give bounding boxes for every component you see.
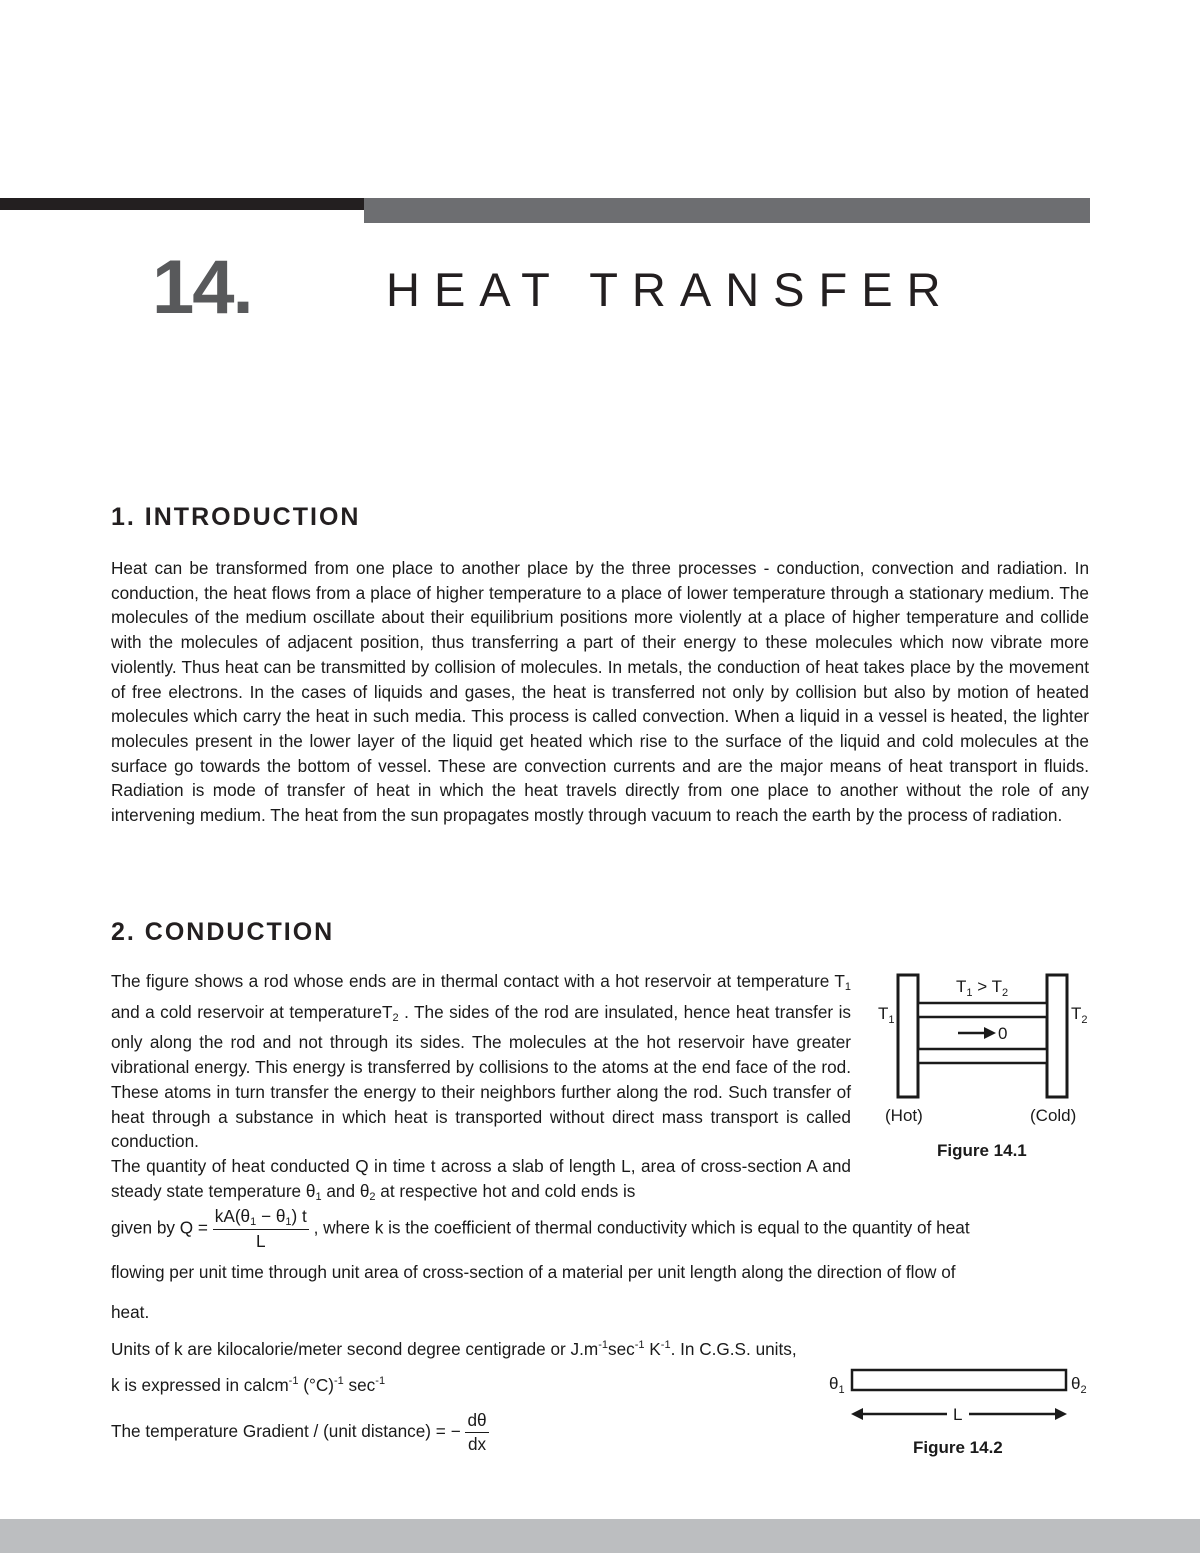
theta2-label: $\theta_2$ [1071, 1374, 1087, 1396]
cold-label: (Cold) [1030, 1106, 1077, 1125]
section-heading-conduction: 2. CONDUCTION [111, 918, 335, 946]
flow-label: 0 [998, 1024, 1008, 1043]
hot-reservoir [898, 975, 918, 1097]
units-line: Units of k are kilocalorie/meter second degree centigrade or $J.m^{-1}\sec^{-1}$ $K^{-1}$. In C.G.S. units, [111, 1339, 797, 1359]
rod-bottom-insulation [918, 1049, 1047, 1063]
gradient-numerator: dθ [465, 1410, 488, 1433]
figure-rod-diagram [870, 965, 1100, 1135]
length-arrow-right-head [1055, 1408, 1067, 1420]
chapter-number: 14. [152, 245, 252, 330]
formula-line: given by Q = $\frac{kA(\theta_1 - \theta_1) t}{L}$ , where k is the coefficient of thermal conductivity which is equal to the quantity of heat [111, 1206, 970, 1251]
t2-label: $T_2$ [1071, 1004, 1088, 1026]
conduction-paragraph-1: The figure shows a rod whose ends are in thermal contact with a hot reservoir at temperature $T_1$ and a cold reservoir at temperatureT$_2$ . The sides of the rod are insulated, hence heat transfer is only along the rod and not through its sides. The molecules at the hot reservoir have greater vibrational energy. This energy is transferred by collisions to the atoms at the end face of the rod. These atoms in turn transfer the energy to their neighbors further along the rod. Such transfer of heat through a substance in which heat is transported without direct mass transport is called conduction. [111, 971, 851, 1152]
heat-formula-denominator: L [256, 1231, 266, 1251]
heat-flow-arrow-head [984, 1027, 996, 1039]
gradient-denominator: dx [467, 1434, 487, 1454]
conduction-line-3: heat. [111, 1302, 150, 1322]
gradient-line: The temperature Gradient / (unit distance) = − $\frac{d\theta}{dx}$ [111, 1410, 487, 1454]
conduction-line-2: flowing per unit time through unit area of cross-section of a material per unit length along the direction of flow of [111, 1262, 956, 1282]
temperature-relation-label: $T_1 > T_2$ [956, 977, 1009, 999]
t1-label: $T_1$ [878, 1004, 895, 1026]
length-arrow-left-head [851, 1408, 863, 1420]
figure-slab-diagram [825, 1364, 1095, 1426]
figure-1-caption: Figure 14.1 [937, 1141, 1027, 1160]
length-label: L [953, 1405, 963, 1424]
heat-formula-fraction [213, 1206, 309, 1252]
rod-top-insulation [918, 1003, 1047, 1017]
cold-reservoir [1047, 975, 1067, 1097]
header-bar-dark [0, 198, 364, 210]
section-heading-introduction: 1. INTRODUCTION [111, 503, 361, 531]
introduction-paragraph: Heat can be transformed from one place to another place by the three processes - conduction, convection and radiation. In conduction, the heat flows from a place of higher temperature to a place of lower temperature through a stationary medium. The molecules of the medium oscillate about their equilibrium positions more violently at a place of higher temperature and collide with the molecules of adjacent position, thus transferring a part of their energy to these molecules which now vibrate more violently. Thus heat can be transmitted by collision of molecules. In metals, the conduction of heat takes place by the movement of free electrons. In the cases of liquids and gases, the heat is transferred not only by collision but also by motion of heated molecules which carry the heat in such media. This process is called convection. When a liquid in a vessel is heated, the lighter molecules present in the lower layer of the liquid get heated which rise to the surface of the liquid and cold molecules at the surface go towards the bottom of vessel. These are convection currents and are the major means of heat transport in fluids. Radiation is mode of transfer of heat in which the heat travels directly from one place to another without the role of any intervening medium. The heat from the sun propagates mostly through vacuum to reach the earth by the process of radiation. [111, 558, 1089, 826]
gradient-fraction [465, 1410, 488, 1455]
hot-label: (Hot) [885, 1106, 923, 1125]
conduction-paragraph-2: The quantity of heat conducted Q in time t across a slab of length L, area of cross-section A and steady state temperature $\theta_1$ and $\theta_2$ at respective hot and cold ends is [111, 1156, 851, 1203]
k-expression-line: k is expressed in calcm$^{-1}$ $(^\circ C)^{-1}$ $\sec^{-1}$ [111, 1375, 386, 1395]
slab [852, 1370, 1066, 1390]
chapter-title: HEAT TRANSFER [386, 263, 955, 316]
footer-band [0, 1519, 1200, 1553]
figure-2-caption: Figure 14.2 [913, 1438, 1003, 1457]
header-bar-grey [364, 198, 1090, 223]
theta1-label: $\theta_1$ [829, 1374, 845, 1396]
heat-formula-numerator: $kA(\theta_1 - \theta_1)$ t [214, 1206, 307, 1228]
